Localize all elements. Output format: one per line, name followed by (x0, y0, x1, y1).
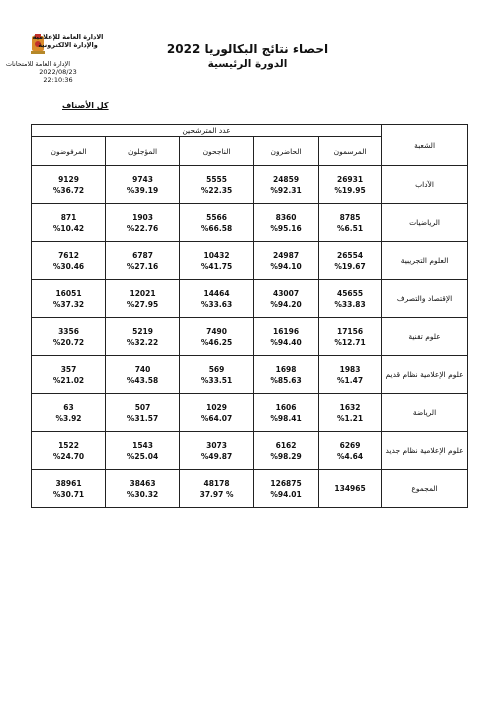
table-row (32, 470, 468, 508)
table-cell (32, 470, 106, 508)
table-cell (32, 432, 106, 470)
cell-percent: %33.63 (200, 299, 233, 309)
candidates-group-header: عدد المترشحين (32, 125, 382, 137)
cell-percent: %20.72 (52, 337, 85, 347)
table-cell (254, 166, 319, 204)
table-cell (319, 242, 382, 280)
cell-count: 7490 (206, 326, 227, 336)
table-row (32, 394, 468, 432)
cell-percent: %94.10 (270, 261, 302, 271)
cell-count: 10432 (203, 250, 230, 260)
branch-name: علوم تقنية (382, 318, 468, 356)
col-header-present: الحاضرون (254, 137, 319, 166)
cell-count: 1983 (339, 364, 361, 374)
cell-percent: %94.01 (270, 489, 302, 499)
cell-percent: %30.46 (52, 261, 85, 271)
report-title: احصاء نتائج البكالوريا 2022 (166, 42, 329, 56)
branch-header: الشعبة (382, 125, 468, 166)
cell-percent: %98.41 (270, 413, 302, 423)
section-label: كل الأصناف (62, 101, 109, 110)
table-cell (254, 470, 319, 508)
cell-count: 43007 (273, 288, 300, 298)
cell-count: 126875 (270, 478, 302, 488)
exam-admin-label: الإدارة العامة للامتحانات (5, 60, 71, 68)
cell-count: 5219 (132, 326, 153, 336)
table-row (32, 318, 468, 356)
cell-count: 6162 (275, 440, 297, 450)
cell-count: 17156 (337, 326, 364, 336)
table-cell (106, 166, 180, 204)
it-admin-header (18, 33, 118, 49)
cell-count: 569 (208, 364, 225, 374)
cell-percent: %64.07 (200, 413, 233, 423)
cell-count: 16051 (55, 288, 82, 298)
table-cell (106, 356, 180, 394)
table-cell (32, 204, 106, 242)
cell-count: 357 (60, 364, 77, 374)
cell-percent: %43.58 (126, 375, 159, 385)
cell-count: 45655 (337, 288, 364, 298)
cell-percent: %31.57 (126, 413, 159, 423)
table-cell (254, 394, 319, 432)
cell-count: 8785 (339, 212, 361, 222)
cell-count: 740 (134, 364, 151, 374)
table-cell (180, 242, 254, 280)
cell-count: 1903 (132, 212, 153, 222)
table-cell (319, 432, 382, 470)
cell-percent: %36.72 (52, 185, 85, 195)
cell-percent: %21.02 (52, 375, 85, 385)
cell-count: 3356 (58, 326, 79, 336)
branch-name: علوم الإعلامية نظام جديد (382, 432, 468, 470)
cell-percent: %33.83 (334, 299, 366, 309)
cell-count: 1029 (206, 402, 227, 412)
cell-percent: %32.22 (126, 337, 159, 347)
timestamp (33, 68, 83, 84)
cell-count: 24859 (273, 174, 300, 184)
cell-count: 24987 (273, 250, 300, 260)
branch-name: العلوم التجريبية (382, 242, 468, 280)
cell-percent: %92.31 (270, 185, 302, 195)
cell-percent: %12.71 (334, 337, 366, 347)
table-cell (319, 166, 382, 204)
cell-count: 1698 (275, 364, 297, 374)
cell-count: 9129 (58, 174, 79, 184)
cell-percent: %66.58 (200, 223, 233, 233)
table-cell (32, 242, 106, 280)
table-row (32, 280, 468, 318)
cell-count: 26554 (337, 250, 364, 260)
cell-percent: %27.95 (126, 299, 159, 309)
table-cell (180, 318, 254, 356)
table-cell (32, 280, 106, 318)
table-cell (180, 166, 254, 204)
cell-percent: %24.70 (52, 451, 85, 461)
cell-count: 5566 (206, 212, 227, 222)
cell-count: 6787 (132, 250, 153, 260)
cell-percent: %19.67 (334, 261, 366, 271)
table-cell (32, 356, 106, 394)
cell-count: 507 (134, 402, 151, 412)
cell-percent: %30.32 (126, 489, 159, 499)
table-cell (32, 166, 106, 204)
table-cell (106, 280, 180, 318)
cell-count: 38961 (55, 478, 82, 488)
table-cell (319, 470, 382, 508)
cell-percent: %33.51 (200, 375, 233, 385)
cell-percent: %95.16 (270, 223, 302, 233)
table-cell (180, 470, 254, 508)
cell-count: 9743 (132, 174, 153, 184)
table-row (32, 242, 468, 280)
cell-count: 7612 (58, 250, 79, 260)
table-cell (106, 432, 180, 470)
table-cell (106, 394, 180, 432)
cell-count: 871 (60, 212, 77, 222)
cell-percent: %22.76 (126, 223, 159, 233)
cell-percent: %27.16 (126, 261, 159, 271)
col-header-deferred: المؤجلون (106, 137, 180, 166)
report-time: 22:10:36 (43, 76, 73, 84)
table-cell (180, 432, 254, 470)
table-cell (106, 242, 180, 280)
report-subtitle: الدورة الرئيسية (207, 58, 288, 70)
report-date: 2022/08/23 (39, 68, 77, 76)
cell-count: 63 (63, 402, 74, 412)
cell-percent: %4.64 (337, 451, 364, 461)
branch-name: الإقتصاد والتصرف (382, 280, 468, 318)
branch-name: المجموع (382, 470, 468, 508)
cell-percent: %41.75 (200, 261, 233, 271)
table-row (32, 166, 468, 204)
branch-name: الرياضة (382, 394, 468, 432)
table-cell (180, 394, 254, 432)
col-header-registered: المرسمون (319, 137, 382, 166)
cell-percent: %19.95 (334, 185, 366, 195)
cell-count: 1543 (132, 440, 153, 450)
table-cell (254, 280, 319, 318)
table-cell (254, 242, 319, 280)
cell-percent: %3.92 (55, 413, 82, 423)
table-cell (319, 318, 382, 356)
cell-percent: %39.19 (126, 185, 159, 195)
cell-count: 1606 (275, 402, 297, 412)
cell-percent: %22.35 (200, 185, 233, 195)
table-cell (319, 280, 382, 318)
table-cell (319, 204, 382, 242)
results-table (31, 124, 468, 508)
cell-count: 134965 (334, 484, 366, 493)
table-cell (106, 470, 180, 508)
table-cell (180, 356, 254, 394)
cell-percent: %85.63 (270, 375, 302, 385)
cell-count: 14464 (203, 288, 230, 298)
cell-percent: %37.32 (52, 299, 85, 309)
cell-percent: %98.29 (270, 451, 302, 461)
table-cell (32, 394, 106, 432)
table-cell (254, 356, 319, 394)
branch-name: الرياضيات (382, 204, 468, 242)
table-cell (319, 356, 382, 394)
cell-percent: %94.20 (270, 299, 302, 309)
table-row (32, 432, 468, 470)
cell-percent: %30.71 (52, 489, 85, 499)
cell-percent: %46.25 (200, 337, 233, 347)
table-cell (254, 204, 319, 242)
cell-count: 1632 (339, 402, 361, 412)
cell-percent: %1.47 (337, 375, 364, 385)
table-cell (254, 318, 319, 356)
cell-percent: %25.04 (126, 451, 159, 461)
table-cell (254, 432, 319, 470)
table-row (32, 204, 468, 242)
col-header-rejected: المرفوضون (32, 137, 106, 166)
table-cell (32, 318, 106, 356)
cell-count: 1522 (58, 440, 79, 450)
branch-name: الآداب (382, 166, 468, 204)
cell-count: 26931 (337, 174, 364, 184)
table-cell (106, 204, 180, 242)
cell-count: 16196 (273, 326, 300, 336)
cell-count: 5555 (206, 174, 227, 184)
table-row (32, 356, 468, 394)
cell-percent: %94.40 (270, 337, 302, 347)
cell-percent: %10.42 (52, 223, 85, 233)
col-header-passed: الناجحون (180, 137, 254, 166)
it-admin-line2: والإدارة الالكترونية (38, 41, 98, 49)
table-cell (180, 204, 254, 242)
table-cell (180, 280, 254, 318)
cell-count: 38463 (129, 478, 156, 488)
cell-percent: %6.51 (337, 223, 364, 233)
cell-count: 12021 (129, 288, 156, 298)
table-cell (106, 318, 180, 356)
table-cell (319, 394, 382, 432)
branch-name: علوم الإعلامية نظام قديم (382, 356, 468, 394)
cell-percent: %1.21 (337, 413, 364, 423)
it-admin-line1: الادارة العامة للإعلامية (32, 33, 104, 41)
cell-percent: % 37.97 (199, 489, 234, 499)
cell-count: 8360 (275, 212, 297, 222)
cell-count: 6269 (339, 440, 361, 450)
cell-percent: %49.87 (200, 451, 233, 461)
cell-count: 3073 (206, 440, 227, 450)
cell-count: 48178 (203, 478, 230, 488)
report-title-block (130, 42, 365, 70)
